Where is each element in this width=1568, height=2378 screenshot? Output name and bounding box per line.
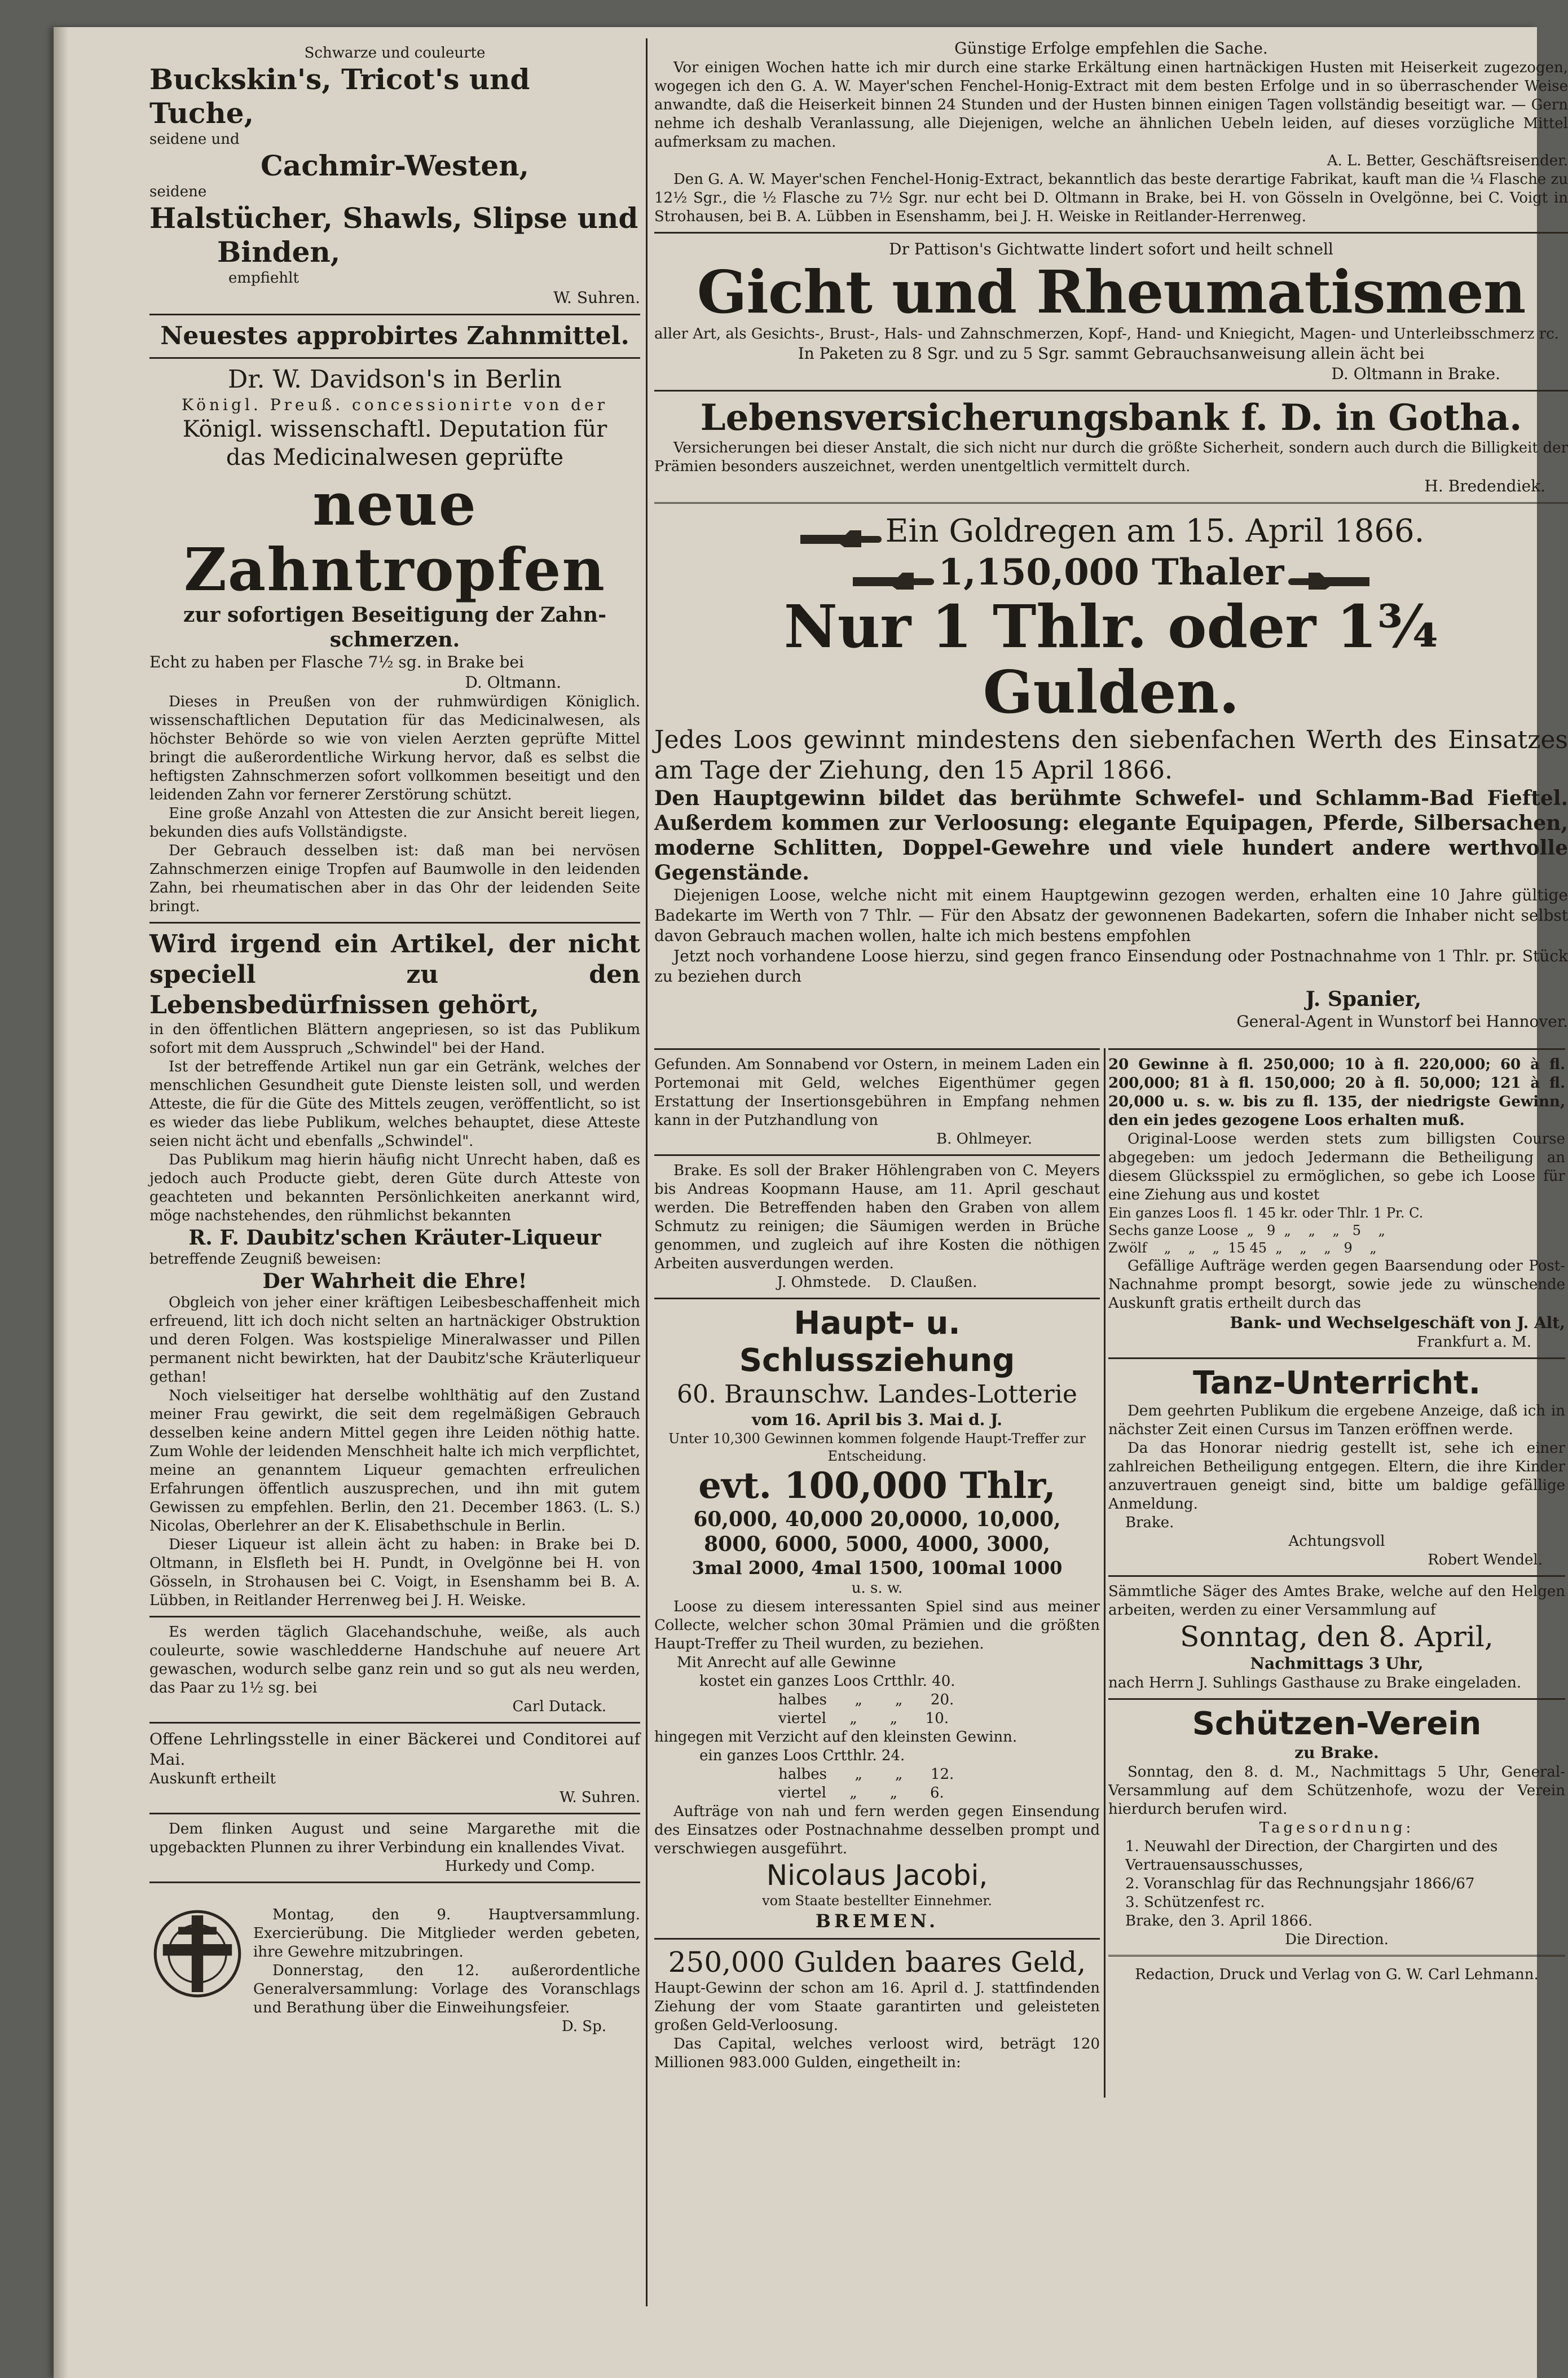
ad-shooting-club-agenda: Tagesordnung: [1259, 1819, 1415, 1836]
pointing-hand-icon [851, 569, 935, 594]
ad-found [654, 1056, 1100, 1149]
ad-dance-body2: Da das Honorar niedrig gestellt ist, sehe ich einer zahlreichen Betheiligung entgegen. Eltern, die ihre Kinder anzuvertrauen geneigt sind, bitte um baldige gefällige Anmeldung. [1108, 1440, 1565, 1513]
ad-liqueur-p3: Obgleich von jeher einer kräftigen Leibesbeschaffenheit mich erfreuend, litt ich doch nicht selten an hartnäckiger Obstruktion und deren Folgen. Was kostspielige Mineralwasser und Pillen permanent nicht bewirkten, hat der Daubitz'sche Kräuterliqueur gethan! [149, 1294, 640, 1386]
ad-gout-body: aller Art, als Gesichts-, Brust-, Hals- und Zahnschmerzen, Kopf-, Hand- und Kniegicht, Magen- und Unterleibsschmerz rc. [654, 326, 1560, 342]
ad-state-lottery-line3: Unter 10,300 Gewinnen kommen folgende Haupt-Treffer zur Entscheidung. [668, 1431, 1086, 1464]
ad-guilders-cont-row1: Ein ganzes Loos fl. 1 45 kr. oder Thlr. 1 Pr. C. [1108, 1205, 1424, 1221]
ad-lottery-line2: 1,150,000 Thaler [938, 551, 1284, 594]
ad-ditch-signature: J. Ohmstede. D. Claußen. [777, 1274, 977, 1291]
ad-dance-headline: Tanz-Unterricht. [1192, 1365, 1481, 1401]
ad-dance-place: Brake. [1125, 1514, 1174, 1531]
pointing-hand-icon [1287, 569, 1372, 594]
ad-liqueur [149, 929, 640, 1610]
ad-guilders-headline: 250,000 Gulden baares Geld, [668, 1946, 1086, 1979]
ad-state-lottery-line1: 60. Braunschw. Landes-Lotterie [677, 1380, 1077, 1409]
divider [149, 1722, 640, 1724]
ad-liqueur-p2: Das Publikum mag hierin häufig nicht Unrecht haben, daß es jedoch auch Producte giebt, deren Güte durch Atteste von geachteten und bekannten Persönlichkeiten anerkannt wird, möge nachstehendes, den rühmlichst bekannten [149, 1151, 640, 1224]
ad-toothdrops-price: Echt zu haben per Flasche 7½ sg. in Brake bei [149, 653, 524, 671]
ad-state-lottery-row2: halbes „ „ 20. [778, 1691, 954, 1708]
ad-lottery-line1: Ein Goldregen am 15. April 1866. [885, 513, 1425, 550]
ad-toothdrops-body3: Der Gebrauch desselben ist: daß man bei nervösen Zahnschmerzen einige Tropfen auf Baumwolle in den leidenden Zahn, bei rheumatischen aber in das Ohr der leidenden Seite bringt. [149, 842, 640, 915]
ad-guilders-cont-body: 20 Gewinne à fl. 250,000; 10 à fl. 220,000; 60 à fl. 200,000; 81 à fl. 150,000; 20 à fl. 50,000; 121 à fl. 20,000 u. s. w. bis zu fl. 135, der niedrigste Gewinn, den ein jedes gezogene Loos erhalten muß. [1108, 1056, 1565, 1129]
ad-lottery-line5: Den Hauptgewinn bildet das berühmte Schwefel- und Schlamm-Bad Fieftel. Außerdem kommen zur Verloosung: elegante Equipagen, Pferde, Silbersachen, moderne Schlitten, Doppel-Gewehre und viele hundert andere werthvolle Gegenstände. [654, 786, 1568, 885]
ad-guilders-cont-body3: Gefällige Aufträge werden gegen Baarsendung oder Post-Nachnahme prompt besorgt, sowie jede zu wünschende Auskunft gratis ertheilt durch das [1108, 1258, 1565, 1312]
divider [149, 1882, 640, 1883]
ad-state-lottery-line2: vom 16. April bis 3. Mai d. J. [752, 1410, 1002, 1429]
ad-state-lottery-numbers2: 8000, 6000, 5000, 4000, 3000, [704, 1532, 1050, 1556]
ad-guilders-cont-signature: Bank- und Wechselgeschäft von J. Alt, [1230, 1313, 1565, 1332]
ad-fennel [654, 38, 1568, 226]
ad-state-lottery-row5: ein ganzes Loos Crtthlr. 24. [699, 1747, 905, 1764]
ad-toothdrops-body1: Dieses in Preußen von der ruhmwürdigen Königlich. wissenschaftlichen Deputation für das Medicinalwesen, als höchster Behörde so wie von vielen Aerzten geprüfte Mittel bringt die außerordentliche Wirkung hervor, daß es selbst die heftigsten Zahnschmerzen sofort vollkommen beseitigt und den leidenden Zahn vor fernerer Zerstörung schützt. [149, 693, 640, 803]
ad-gout-price: In Paketen zu 8 Sgr. und zu 5 Sgr. sammt Gebrauchsanweisung allein ächt bei [798, 344, 1425, 363]
ad-state-lottery-numbers1: 60,000, 40,000 20,0000, 10,000, [693, 1507, 1061, 1531]
ad-liqueur-motto: Der Wahrheit die Ehre! [262, 1269, 527, 1293]
ad-gout-top: Dr Pattison's Gichtwatte lindert sofort und heilt schnell [889, 240, 1333, 258]
ad-clothing-line4: seidene [149, 183, 207, 200]
ad-ditch [654, 1162, 1100, 1292]
divider [654, 1154, 1100, 1156]
ad-state-lottery [654, 1305, 1100, 1932]
ad-shooting-club-sub: zu Brake. [1294, 1743, 1379, 1762]
ad-association-p1: Montag, den 9. Hauptversammlung. Exercierübung. Die Mitglieder werden gebeten, ihre Gewehre mitzubringen. [253, 1906, 640, 1961]
divider [654, 390, 1568, 392]
ad-gloves-signature: Carl Dutack. [512, 1698, 606, 1715]
divider [654, 1938, 1100, 1940]
ad-state-lottery-numbers3: 3mal 2000, 4mal 1500, 100mal 1000 [691, 1557, 1063, 1579]
ad-liqueur-p2b: betreffende Zeugniß beweisen: [149, 1251, 381, 1268]
ad-association [149, 1906, 640, 2036]
ad-sawyers-time: Nachmittags 3 Uhr, [1250, 1654, 1424, 1673]
ad-lottery-line3: Nur 1 Thlr. oder 1¾ Gulden. [783, 592, 1439, 727]
ad-lottery-signature2: General-Agent in Wunstorf bei Hannover. [1236, 1012, 1568, 1031]
divider [1108, 1575, 1565, 1577]
ad-found-body: Gefunden. Am Sonnabend vor Ostern, in meinem Laden ein Portemonai mit Geld, welches Eigenthümer gegen Erstattung der Insertionsgebühren in Empfang nehmen kann in der Putzhandlung von [654, 1056, 1100, 1129]
ad-state-lottery-city: BREMEN. [815, 1910, 939, 1932]
divider [149, 1616, 640, 1617]
ad-association-p2: Donnerstag, den 12. außerordentliche Generalversammlung: Vorlage des Voranschlags und Berathung über die Einweihungsfeier. [253, 1962, 640, 2016]
divider [1108, 1048, 1565, 1050]
ad-state-lottery-signature: Nicolaus Jacobi, [766, 1859, 988, 1892]
ad-lottery-bad [654, 513, 1568, 1032]
ad-clothing-line7: empfiehlt [228, 270, 299, 287]
cross-emblem-icon [149, 1906, 245, 2002]
imprint [1108, 1966, 1565, 1984]
imprint-text: Redaction, Druck und Verlag von G. W. Carl Lehmann. [1135, 1966, 1539, 1983]
divider [149, 357, 640, 359]
ad-state-lottery-row0: Mit Anrecht auf alle Gewinne [677, 1654, 896, 1671]
ad-toothdrops-line1: Dr. W. Davidson's in Berlin [228, 365, 562, 394]
ad-state-lottery-numbers4: u. s. w. [851, 1580, 903, 1597]
ad-state-lottery-row4: hingegen mit Verzicht auf den kleinsten Gewinn. [654, 1729, 1018, 1746]
ad-state-lottery-signature2: vom Staate bestellter Einnehmer. [762, 1893, 992, 1909]
divider [654, 1048, 1100, 1050]
ad-guilders-cont-row3: Zwölf „ „ „ 15 45 „ „ „ 9 „ [1108, 1240, 1377, 1256]
ad-lottery-line6: Diejenigen Loose, welche nicht mit einem Hauptgewinn gezogen werden, erhalten eine 10 Jahre gültige Badekarte im Werth von 7 Thlr. — Für den Absatz der gewonnenen Badekarten, sofern die Inhaber nicht selbst davon Gebrauch machen wollen, halte ich mich bestens empfohlen [654, 886, 1568, 945]
ad-state-lottery-row7: viertel „ „ 6. [778, 1784, 944, 1801]
column-left [149, 44, 640, 2301]
divider [149, 922, 640, 924]
ad-association-signature: D. Sp. [561, 2018, 606, 2035]
column-wide [654, 38, 1568, 1054]
divider [1108, 1698, 1565, 1700]
divider [1108, 1357, 1565, 1359]
ad-guilders-cont [1108, 1056, 1565, 1352]
ad-found-signature: B. Ohlmeyer. [936, 1131, 1032, 1148]
ad-state-lottery-big: evt. 100,000 Thlr, [698, 1465, 1056, 1507]
ad-guilders-cont-city: Frankfurt a. M. [1417, 1334, 1531, 1351]
ad-shooting-club-headline: Schützen-Verein [1192, 1706, 1482, 1742]
ad-liqueur-headline-tail: in den öffentlichen Blättern angepriesen, so ist das Publikum sofort mit dem Ausspruch „Schwindel" bei der Hand. [149, 1021, 640, 1057]
ad-congratulation [149, 1820, 640, 1876]
ad-state-lottery-headline: Haupt- u. Schlussziehung [739, 1305, 1015, 1379]
ad-apprentice-line2: Auskunft ertheilt [149, 1770, 276, 1787]
ad-congratulation-signature: Hurkedy und Comp. [444, 1858, 595, 1875]
ad-state-lottery-body2: Aufträge von nah und fern werden gegen Einsendung des Einsatzes oder Postnachnahme desselben prompt und verschwiegen ausgeführt. [654, 1803, 1100, 1857]
ad-liqueur-brand: R. F. Daubitz'schen Kräuter-Liqueur [188, 1226, 601, 1250]
divider [654, 502, 1568, 507]
ad-guilders-cont-row2: Sechs ganze Loose „ 9 „ „ „ 5 „ [1108, 1223, 1385, 1238]
ad-fennel-signature: A. L. Better, Geschäftsreisender. [1327, 152, 1568, 169]
ad-apprentice [149, 1729, 640, 1807]
ad-clothing-line1: Buckskin's, Tricot's und Tuche, [149, 63, 530, 130]
ad-dance-signature: Robert Wendel. [1428, 1551, 1543, 1568]
column-middle [654, 1048, 1100, 2335]
divider [149, 314, 640, 315]
ad-insurance-signature: H. Bredendiek. [1424, 477, 1545, 495]
ad-clothing-line6: Binden, [217, 235, 341, 269]
ad-toothdrops-line4: das Medicinalwesen geprüfte [226, 445, 564, 471]
ad-guilders-body2: Das Capital, welches verloost wird, beträgt 120 Millionen 983.000 Gulden, eingetheilt in: [654, 2036, 1100, 2071]
ad-liqueur-headline: Wird irgend ein Artikel, der nicht speciell zu den Lebensbedürfnissen gehört, [149, 930, 640, 1019]
ad-gout-title: Gicht und Rheumatismen [697, 257, 1526, 327]
ad-gloves [149, 1623, 640, 1716]
ad-state-lottery-row6: halbes „ „ 12. [778, 1766, 954, 1783]
ad-state-lottery-body: Loose zu diesem interessanten Spiel sind aus meiner Collecte, welcher schon 30mal Prämien und die größten Haupt-Treffer zu Theil wurden, zu beziehen. [654, 1598, 1100, 1652]
ad-toothdrops-body2: Eine große Anzahl von Attesten die zur Ansicht bereit liegen, bekunden dies aufs Vollständigste. [149, 805, 640, 841]
ad-toothdrops-title: neue Zahntropfen [184, 469, 606, 604]
ad-lottery-line7: Jetzt noch vorhandene Loose hierzu, sind gegen franco Einsendung oder Postnachnahme von 1 Thlr. pr. Stück zu beziehen durch [654, 947, 1568, 986]
ad-apprentice-signature: W. Suhren. [560, 1789, 640, 1806]
ad-shooting-club-item3: 3. Schützenfest rc. [1125, 1894, 1265, 1911]
ad-clothing-signature: W. Suhren. [553, 288, 640, 307]
ad-guilders-body: Haupt-Gewinn der schon am 16. April d. J. stattfindenden Ziehung der vom Staate garantirten und geleisteten großen Geld-Verloosung. [654, 1980, 1100, 2034]
ad-sawyers-body2: nach Herrn J. Suhlings Gasthause zu Brake eingeladen. [1108, 1674, 1522, 1691]
ad-toothdrops-line3: Königl. wissenschaftl. Deputation für [182, 416, 607, 442]
ad-shooting-club-item1: 1. Neuwahl der Direction, der Chargirten und des Vertrauensausschusses, [1125, 1838, 1498, 1874]
ad-clothing [149, 44, 640, 308]
ad-shooting-club-signature: Die Direction. [1285, 1931, 1389, 1948]
ad-apprentice-body: Offene Lehrlingsstelle in einer Bäckerei und Conditorei auf Mai. [149, 1730, 640, 1769]
ad-fennel-body: Vor einigen Wochen hatte ich mir durch eine starke Erkältung einen hartnäckigen Husten mit Heiserkeit zugezogen, wogegen ich den G. A. W. Mayer'schen Fenchel-Honig-Extract mit dem besten Erfolge und in so überraschender Weise anwandte, daß die Heiserkeit binnen 24 Stunden und der Husten binnen einigen Tagen vollständig beseitigt war. — Gern nehme ich deshalb Veranlassung, alle Diejenigen, welche an ähnlichen Uebeln leiden, auf dieses vorzügliche Mittel aufmerksam zu machen. [654, 59, 1568, 151]
ad-insurance-title: Lebensversicherungsbank f. D. in Gotha. [700, 397, 1522, 439]
ad-insurance [654, 397, 1568, 496]
ad-toothdrops [149, 321, 640, 916]
column-rule-left [646, 38, 648, 2306]
ad-shooting-club-body: Sonntag, den 8. d. M., Nachmittags 5 Uhr, General-Versammlung auf dem Schützenhofe, wozu der Verein hierdurch berufen wird. [1108, 1764, 1565, 1818]
ad-clothing-line2: seidene und [149, 131, 240, 148]
ad-shooting-club-date: Brake, den 3. April 1866. [1125, 1913, 1312, 1929]
ad-toothdrops-subtitle: zur sofortigen Beseitigung der Zahn-schmerzen. [183, 603, 607, 652]
ad-dance-body: Dem geehrten Publikum die ergebene Anzeige, daß ich in nächster Zeit einen Cursus im Tanzen eröffnen werde. [1108, 1403, 1565, 1438]
ad-toothdrops-line2: Königl. Preuß. concessionirte von der [182, 395, 608, 414]
column-right [1108, 1048, 1565, 2092]
column-rule-middle [1104, 1048, 1105, 2098]
ad-dance [1108, 1365, 1565, 1570]
ad-gloves-body: Es werden täglich Glacehandschuhe, weiße, als auch couleurte, sowie waschledderne Handschuhe auf neuere Art gewaschen, wodurch selbe ganz rein und so gut als neu werden, das Paar zu 1½ sg. bei [149, 1624, 640, 1696]
ad-sawyers-body: Sämmtliche Säger des Amtes Brake, welche auf den Helgen arbeiten, werden zu einer Versammlung auf [1108, 1583, 1565, 1619]
divider [654, 1298, 1100, 1299]
ad-sawyers [1108, 1583, 1565, 1693]
ad-toothdrops-seller: D. Oltmann. [465, 673, 561, 692]
divider [654, 232, 1568, 234]
ad-guilders-cont-body2: Original-Loose werden stets zum billigsten Course abgegeben: um jedoch Jedermann die Betheiligung an diesem Glücksspiel zu ermöglichen, so gebe ich Loose für eine Ziehung aus und kostet [1108, 1131, 1565, 1203]
ad-clothing-line3: Cachmir-Westen, [261, 149, 529, 182]
ad-guilders [654, 1945, 1100, 2072]
ad-shooting-club-item2: 2. Voranschlag für das Rechnungsjahr 1866/67 [1125, 1875, 1475, 1892]
ad-shooting-club [1108, 1706, 1565, 1949]
ad-liqueur-p4: Noch vielseitiger hat derselbe wohlthätig auf den Zustand meiner Frau gewirkt, die seit dem regelmäßigen Gebrauch desselben keine andern Mittel gegen ihre Leiden nöthig hatte. Zum Wohle der leidenden Menschheit halte ich mich verpflichtet, meine an genanntem Liqueur gemachten erfreulichen Erfahrungen öffentlich auszusprechen, und ihn mit gutem Gewissen zu empfehlen. Berlin, den 21. December 1863. (L. S.) Nicolas, Oberlehrer an der K. Elisabethschule in Berlin. [149, 1387, 640, 1535]
ad-gout [654, 239, 1568, 384]
ad-clothing-line5: Halstücher, Shawls, Slipse und [149, 201, 638, 235]
ad-liqueur-p1: Ist der betreffende Artikel nun gar ein Getränk, welches der menschlichen Gesundheit gute Dienste leisten soll, und werden Atteste, die für die Güte des Mittels zeugen, veröffentlicht, so ist es wieder das liebe Publikum, welches behauptet, diese Atteste seien nicht ächt und ebenfalls „Schwindel". [149, 1058, 640, 1150]
ad-lottery-line4: Jedes Loos gewinnt mindestens den siebenfachen Werth des Einsatzes am Tage der Ziehung, den 15 April 1866. [654, 726, 1568, 785]
ad-ditch-body: Brake. Es soll der Braker Höhlengraben von C. Meyers bis Andreas Koopmann Hause, am 11. April geschaut werden. Die Betreffenden haben den Graben von allem Schmutz zu reinigen; die Säumigen werden in Brüche genommen, und zugleich auf ihre Kosten die nöthigen Arbeiten ausverdungen werden. [654, 1162, 1100, 1272]
ad-congratulation-body: Dem flinken August und seine Margarethe mit die upgebackten Plunnen zu ihrer Verbindung ein knallendes Vivat. [149, 1821, 640, 1856]
ad-fennel-line1: Günstige Erfolge empfehlen die Sache. [954, 39, 1268, 58]
pointing-hand-icon [798, 527, 883, 552]
ad-fennel-body2: Den G. A. W. Mayer'schen Fenchel-Honig-Extract, bekanntlich das beste derartige Fabrikat, kauft man die ¼ Flasche zu 12½ Sgr., die ½ Flasche zu 7½ Sgr. nur echt bei D. Oltmann in Brake, bei H. von Gösseln in Ovelgönne, bei C. Voigt in Strohausen, bei B. A. Lübben in Esenshamm, bei J. H. Weiske in Reitlander-Herrenweg. [654, 171, 1568, 225]
divider [1108, 1955, 1565, 1960]
ad-dance-greeting: Achtungsvoll [1288, 1533, 1385, 1550]
ad-toothdrops-headline: Neuestes approbirtes Zahnmittel. [160, 322, 629, 350]
newspaper-page [54, 27, 1568, 2378]
ad-liqueur-p5: Dieser Liqueur ist allein ächt zu haben: in Brake bei D. Oltmann, in Elsfleth bei H. Pundt, in Ovelgönne bei H. von Gösseln, in Strohausen bei C. Voigt, in Esenshamm bei B. A. Lübben, in Reitlander Herrenweg bei J. H. Weiske. [149, 1536, 640, 1609]
ad-insurance-body: Versicherungen bei dieser Anstalt, die sich nicht nur durch die größte Sicherheit, sondern auch durch die Billigkeit der Prämien besonders auszeichnet, werden unentgeltlich vermittelt durch. [654, 439, 1568, 475]
ad-sawyers-date: Sonntag, den 8. April, [1180, 1620, 1494, 1653]
ad-gout-seller: D. Oltmann in Brake. [1331, 364, 1500, 383]
ad-state-lottery-row3: viertel „ „ 10. [778, 1710, 949, 1727]
ad-state-lottery-row1: kostet ein ganzes Loos Crtthlr. 40. [699, 1673, 955, 1690]
divider [149, 1813, 640, 1814]
ad-lottery-signature: J. Spanier, [1305, 987, 1421, 1011]
ad-clothing-top: Schwarze und couleurte [304, 45, 486, 61]
